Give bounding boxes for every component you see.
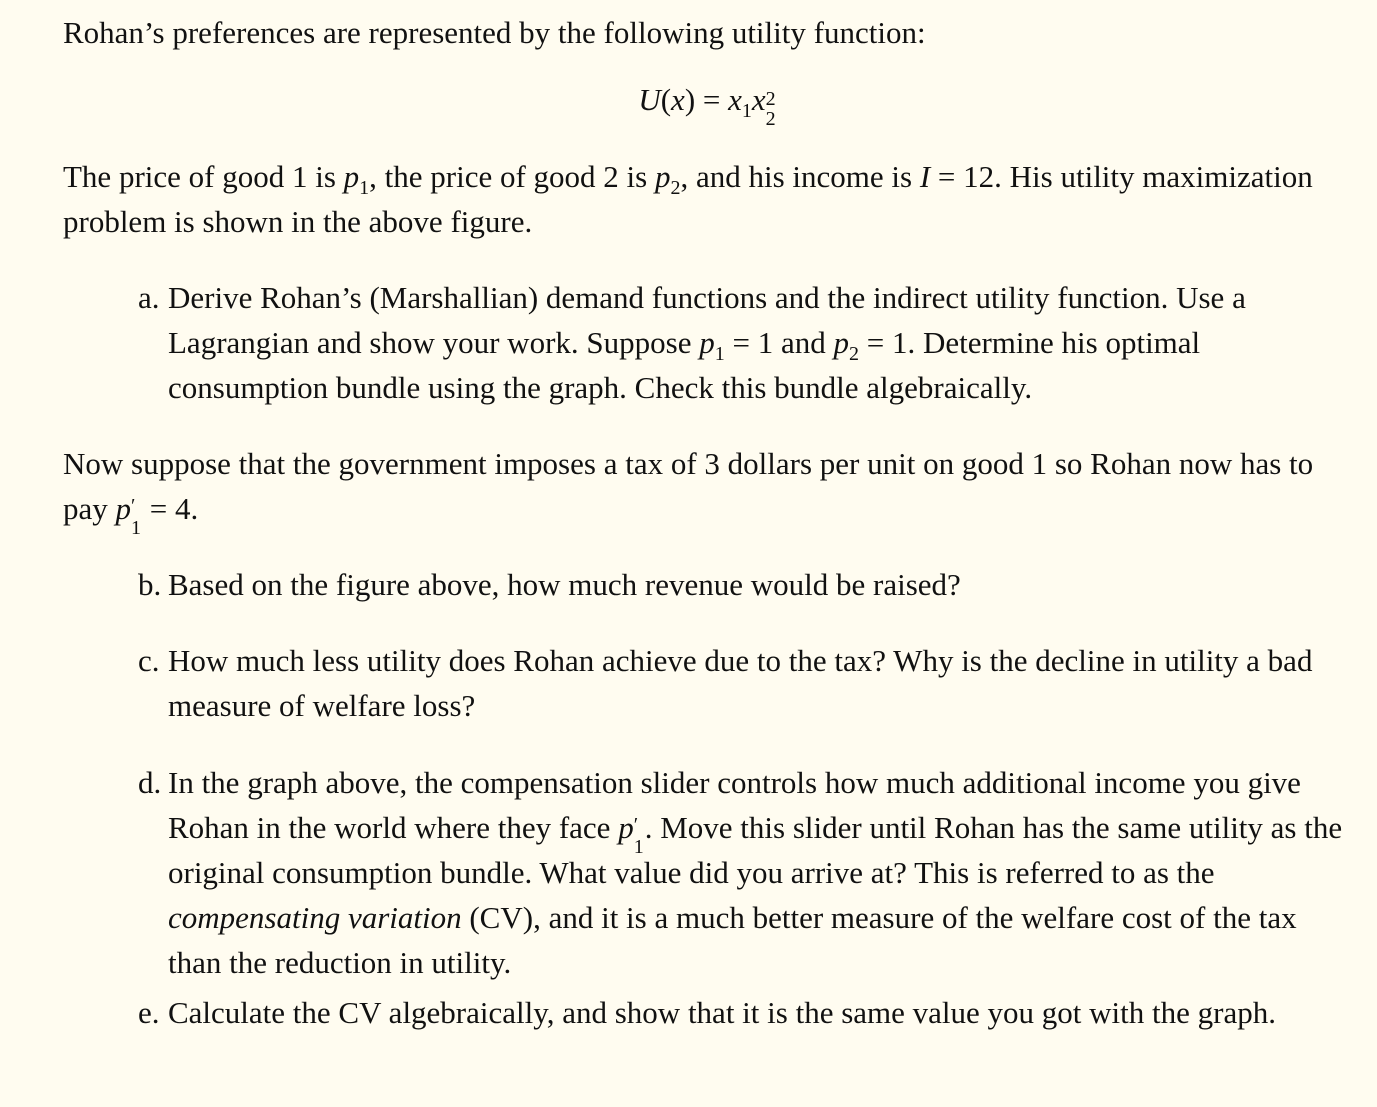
- eq-x1-sub: 1: [741, 100, 752, 123]
- part-a-p1: p: [699, 325, 715, 360]
- question-list-2: [63, 562, 1353, 1035]
- part-a-p2: p: [833, 325, 849, 360]
- part-d-text-2: . Move this slider until Rohan has the same utility as the original consumption bundle. What value did you arrive at? This is referred to as the: [168, 810, 1343, 890]
- setup-text-2: , the price of good 2 is: [369, 159, 655, 194]
- utility-equation: $U(x) = x_1x$ 2 2: [638, 82, 776, 130]
- part-a-text-1: Derive Rohan’s (Marshallian) demand functions and the indirect utility function. Use a Lagrangian and show your work. Suppose: [168, 280, 1246, 360]
- part-c-marker: c.: [138, 643, 160, 678]
- part-a-p2-sub: 2: [848, 343, 859, 366]
- part-a-text-2: = 1 and: [724, 325, 834, 360]
- part-d-text-1: In the graph above, the compensation slider controls how much additional income you give Rohan in the world where they face: [168, 765, 1301, 845]
- setup-text-3: , and his income is: [680, 159, 920, 194]
- eq-equals: =: [695, 82, 729, 117]
- tax-paragraph: Now suppose that the government imposes a tax of 3 dollars per unit on good 1 so Rohan now has to pay p ′ 1 = 4.: [63, 446, 1314, 539]
- eq-x1: x: [728, 82, 742, 117]
- part-e: [63, 990, 1353, 1035]
- setup-paragraph: [63, 154, 1353, 244]
- problem-document: [63, 10, 1353, 1035]
- part-a-p1-sub: 1: [714, 343, 725, 366]
- part-d-emphasis: compensating variation: [168, 900, 462, 935]
- part-a-marker: a.: [138, 280, 160, 315]
- setup-p2: p: [654, 159, 671, 194]
- part-e-marker: e.: [138, 995, 160, 1030]
- setup-p2-sub: 2: [670, 177, 681, 200]
- setup-p1: p: [343, 159, 360, 194]
- part-d-text-3: (CV), and it is a much better measure of the welfare cost of the tax than the reduction in utility.: [168, 900, 1297, 980]
- part-b-text: Based on the figure above, how much revenue would be raised?: [168, 567, 961, 602]
- eq-paren-close: ): [684, 82, 696, 117]
- part-d: d. In the graph above, the compensation slider controls how much additional income you give Rohan in the world where they face p ′ 1 . Move this slider until Rohan has the same utility as the original consumption bundle. What value did you arrive at? This is referred to as the compensating variation (CV), and it is a much better measure of the welfare cost of the tax than the reduction in utility.: [63, 760, 1353, 985]
- part-a: [63, 275, 1353, 410]
- eq-paren-open: (: [660, 82, 672, 117]
- part-b: [63, 562, 1353, 607]
- part-e-text: Calculate the CV algebraically, and show that it is the same value you got with the graph.: [168, 995, 1276, 1030]
- setup-p1-sub: 1: [359, 177, 370, 200]
- part-b-marker: b.: [138, 567, 162, 602]
- tax-p: p: [115, 491, 132, 526]
- setup-text-1: The price of good 1 is: [63, 159, 344, 194]
- eq-arg: x: [671, 82, 685, 117]
- part-a-text-3: = 1. Determine his optimal consumption bundle using the graph. Check this bundle algebraically.: [168, 325, 1201, 405]
- eq-lhs: U: [638, 82, 661, 117]
- part-d-p: p: [618, 810, 634, 845]
- intro-paragraph: Rohan’s preferences are represented by the following utility function:: [63, 15, 926, 50]
- setup-income-symbol: I: [919, 159, 931, 194]
- eq-x2: x: [751, 82, 766, 117]
- part-c: [63, 638, 1353, 728]
- question-list-1: [63, 275, 1353, 410]
- tax-text-2: = 4.: [142, 491, 199, 526]
- part-c-text: How much less utility does Rohan achieve due to the tax? Why is the decline in utility a bad measure of welfare loss?: [168, 643, 1313, 723]
- part-d-marker: d.: [138, 765, 162, 800]
- setup-text-4: = 12. His utility maximization problem is shown in the above figure.: [63, 159, 1313, 239]
- tax-text-1: Now suppose that the government imposes a tax of 3 dollars per unit on good 1 so Rohan now has to pay: [63, 446, 1314, 526]
